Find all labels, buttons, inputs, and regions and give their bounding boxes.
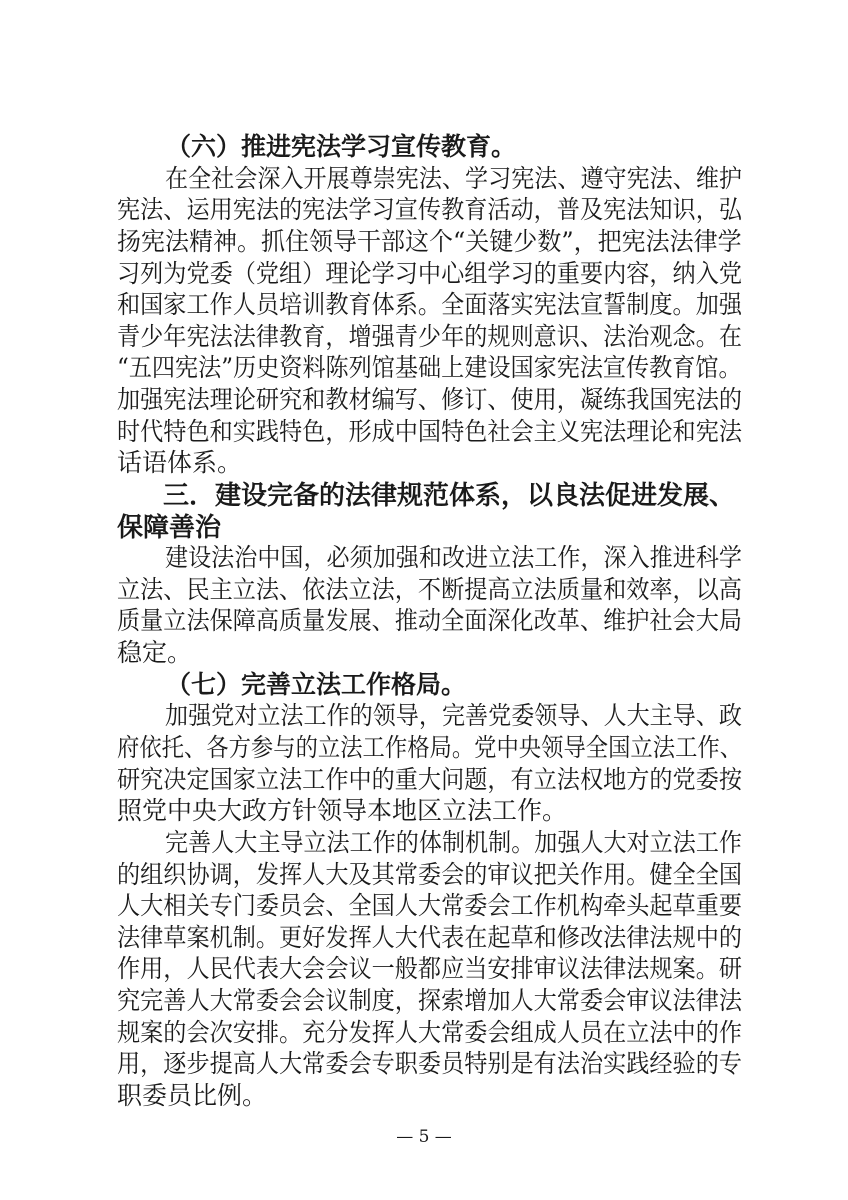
- body-line: 照党中央大政方针领导本地区立法工作。: [117, 796, 568, 825]
- body-line: 人大相关专门委员会、全国人大常委会工作机构牵头起草重要: [117, 891, 742, 920]
- body-line: 话语体系。: [117, 448, 243, 477]
- body-line: 时代特色和实践特色，形成中国特色社会主义宪法理论和宪法: [117, 417, 742, 446]
- body-line: 完善人大主导立法工作的体制机制。加强人大对立法工作: [165, 828, 743, 857]
- body-line: 加强党对立法工作的领导，完善党委领导、人大主导、政: [165, 701, 743, 730]
- subsection-heading-6: （六）推进宪法学习宣传教育。: [166, 132, 517, 161]
- body-line: 加强宪法理论研究和教材编写、修订、使用，凝练我国宪法的: [117, 385, 742, 414]
- body-line: 职委员比例。: [117, 1081, 268, 1110]
- body-line: 青少年宪法法律教育，增强青少年的规则意识、法治观念。在: [117, 322, 742, 351]
- section-heading-3: 三．建设完备的法律规范体系，以良法促进发展、: [163, 481, 736, 511]
- body-line: 用，逐步提高人大常委会专职委员特别是有法治实践经验的专: [117, 1049, 742, 1078]
- body-line: 扬宪法精神。抓住领导干部这个“关键少数”，把宪法法律学: [117, 227, 742, 256]
- section-heading-3-cont: 保障善治: [117, 513, 222, 543]
- body-line: 在全社会深入开展尊崇宪法、学习宪法、遵守宪法、维护: [165, 164, 743, 193]
- body-line: 究完善人大常委会会议制度，探索增加人大常委会审议法律法: [117, 986, 742, 1015]
- body-line: 宪法、运用宪法的宪法学习宣传教育活动，普及宪法知识，弘: [117, 195, 742, 224]
- body-line: “五四宪法”历史资料陈列馆基础上建设国家宪法宣传教育馆。: [117, 353, 742, 382]
- subsection-heading-7: （七）完善立法工作格局。: [166, 670, 467, 699]
- body-line: 法律草案机制。更好发挥人大代表在起草和修改法律法规中的: [117, 923, 742, 952]
- body-line: 研究决定国家立法工作中的重大问题，有立法权地方的党委按: [117, 765, 742, 794]
- body-line: 作用，人民代表大会会议一般都应当安排审议法律法规案。研: [117, 954, 742, 983]
- body-line: 稳定。: [117, 638, 193, 667]
- body-line: 规案的会次安排。充分发挥人大常委会组成人员在立法中的作: [117, 1018, 742, 1047]
- body-line: 的组织协调，发挥人大及其常委会的审议把关作用。健全全国: [117, 860, 742, 889]
- body-line: 习列为党委（党组）理论学习中心组学习的重要内容，纳入党: [117, 259, 742, 288]
- body-line: 质量立法保障高质量发展、推动全面深化改革、维护社会大局: [117, 606, 742, 635]
- body-line: 建设法治中国，必须加强和改进立法工作，深入推进科学: [165, 543, 743, 572]
- body-line: 府依托、各方参与的立法工作格局。党中央领导全国立法工作、: [117, 733, 743, 762]
- body-line: 立法、民主立法、依法立法，不断提高立法质量和效率，以高: [117, 575, 742, 604]
- body-line: 和国家工作人员培训教育体系。全面落实宪法宣誓制度。加强: [117, 290, 742, 319]
- page-number: — 5 —: [396, 1127, 452, 1147]
